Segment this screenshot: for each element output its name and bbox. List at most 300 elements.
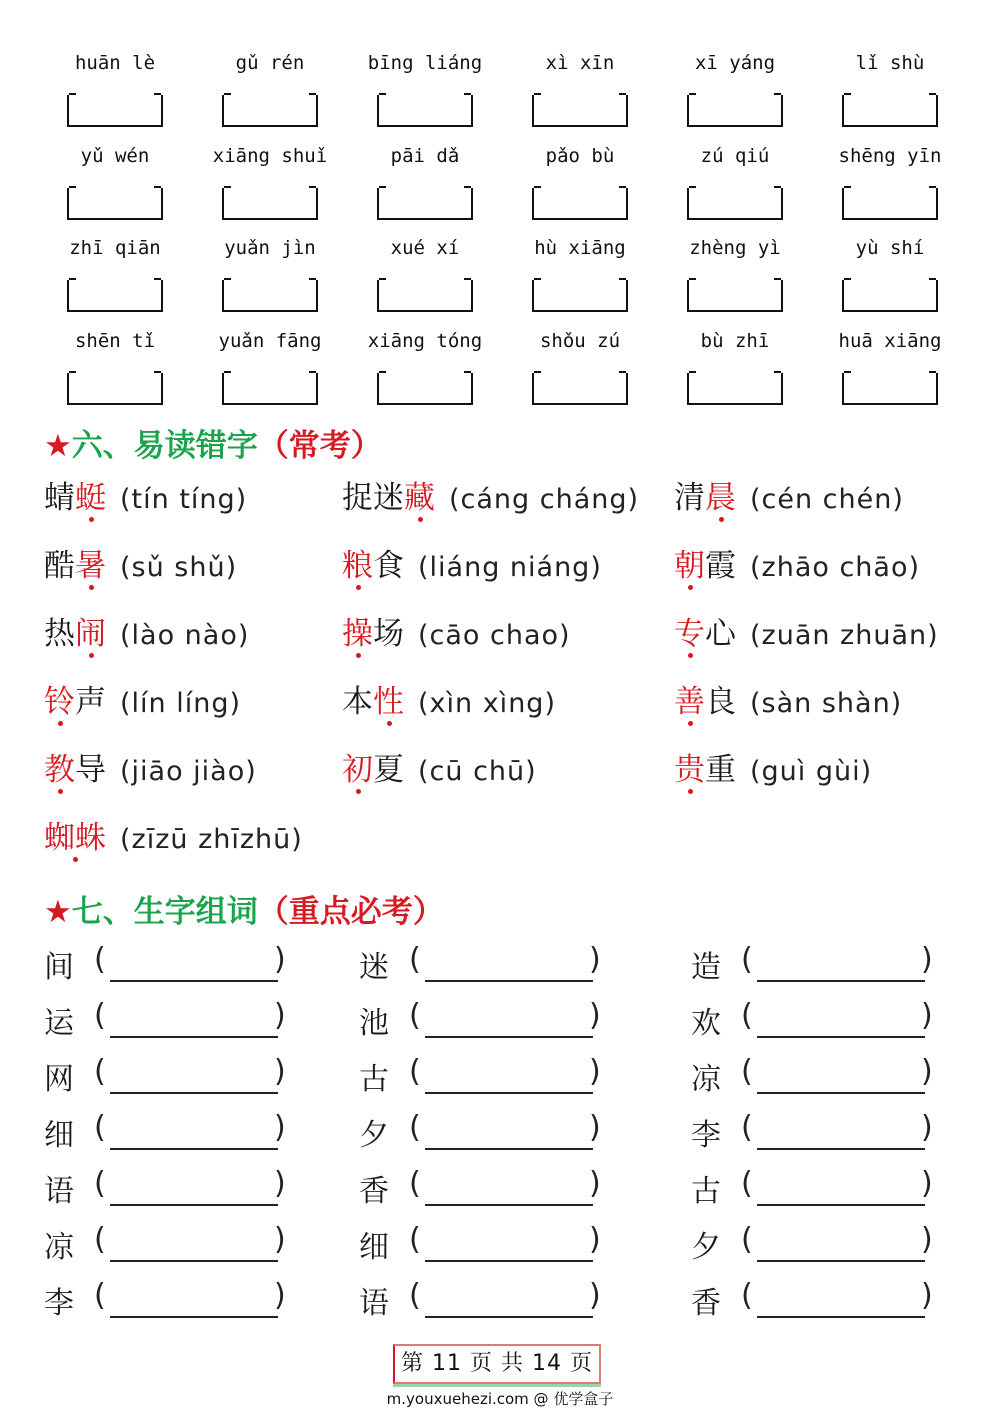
- misread-characters-list: [44, 470, 974, 878]
- answer-line[interactable]: [110, 980, 278, 982]
- character: 运: [44, 1006, 74, 1041]
- misread-item: [44, 470, 247, 528]
- pinyin-item: [40, 48, 195, 141]
- word-building-item: [359, 1048, 609, 1104]
- word: [674, 548, 736, 584]
- emphasis-dot-icon: [89, 585, 94, 590]
- character: 凉: [691, 1062, 721, 1097]
- word-highlight: [674, 752, 705, 788]
- pinyin-choices: (sǔ shǔ): [120, 552, 238, 583]
- answer-line[interactable]: [757, 1316, 925, 1318]
- pinyin-row: [40, 48, 970, 141]
- close-paren: ): [589, 1166, 601, 1201]
- answer-line[interactable]: [425, 1260, 593, 1262]
- highlight-text: 初: [342, 752, 373, 788]
- misread-item: [342, 606, 571, 664]
- word-building-row: [44, 992, 974, 1048]
- open-paren: (: [409, 1054, 421, 1089]
- word-highlight: [44, 684, 75, 720]
- word-highlight: [705, 480, 736, 516]
- pinyin-choices: (zhāo chāo): [750, 552, 921, 583]
- word-highlight: [674, 616, 705, 652]
- pinyin-choices: (zīzū zhīzhū): [120, 824, 303, 855]
- pinyin-label: bīng liáng: [367, 52, 483, 74]
- word-building-item: [359, 992, 609, 1048]
- misread-item: [674, 674, 902, 732]
- open-paren: (: [741, 1222, 753, 1257]
- word-highlight: [404, 480, 435, 516]
- character: 语: [44, 1174, 74, 1209]
- open-paren: (: [409, 1110, 421, 1145]
- word-building-item: [44, 1048, 294, 1104]
- pinyin-item: [815, 233, 970, 326]
- answer-line[interactable]: [425, 980, 593, 982]
- pinyin-label: huān lè: [74, 52, 156, 74]
- answer-line[interactable]: [110, 1148, 278, 1150]
- word-building-row: [44, 1104, 974, 1160]
- open-paren: (: [409, 1222, 421, 1257]
- word-plain: 良: [705, 684, 736, 720]
- open-paren: (: [741, 1054, 753, 1089]
- section-7-heading: [44, 886, 444, 931]
- answer-box[interactable]: [842, 280, 938, 312]
- character: 夕: [691, 1230, 721, 1265]
- close-paren: ): [274, 1222, 286, 1257]
- answer-box[interactable]: [222, 280, 318, 312]
- answer-box[interactable]: [842, 188, 938, 220]
- section-7-tag: （重点必考）: [257, 894, 444, 930]
- misread-item: [44, 742, 257, 800]
- word-building-row: [44, 1160, 974, 1216]
- answer-line[interactable]: [757, 1260, 925, 1262]
- open-paren: (: [94, 1110, 106, 1145]
- answer-box[interactable]: [222, 95, 318, 127]
- character: 古: [691, 1174, 721, 1209]
- pinyin-label: shēn tǐ: [74, 329, 156, 352]
- word-building-item: [44, 1216, 294, 1272]
- highlight-text: 蜘蛛: [44, 820, 106, 856]
- answer-line[interactable]: [425, 1316, 593, 1318]
- answer-box[interactable]: [532, 95, 628, 127]
- pinyin-label: shǒu zú: [539, 329, 621, 352]
- word: [674, 752, 736, 788]
- close-paren: ): [589, 1278, 601, 1313]
- word-plain: 霞: [705, 548, 736, 584]
- emphasis-dot-icon: [719, 517, 724, 522]
- word-building-row: [44, 936, 974, 992]
- highlight-text: 专: [674, 616, 705, 652]
- pinyin-label: yuǎn fāng: [218, 329, 322, 352]
- answer-line[interactable]: [425, 1204, 593, 1206]
- emphasis-dot-icon: [688, 789, 693, 794]
- misread-row: [44, 742, 974, 810]
- pinyin-item: [660, 48, 815, 141]
- open-paren: (: [94, 1166, 106, 1201]
- answer-box[interactable]: [687, 373, 783, 405]
- pinyin-row: [40, 141, 970, 234]
- pinyin-choices: (guì gùi): [750, 756, 873, 787]
- pinyin-item: [195, 326, 350, 419]
- character: 迷: [359, 950, 389, 985]
- word: [44, 752, 106, 788]
- word-building-row: [44, 1216, 974, 1272]
- pinyin-label: hù xiāng: [534, 237, 626, 259]
- word-highlight: [75, 548, 106, 584]
- answer-box[interactable]: [687, 95, 783, 127]
- character: 香: [691, 1286, 721, 1321]
- highlight-text: 性: [373, 684, 404, 720]
- pinyin-label: pāi dǎ: [390, 144, 460, 167]
- emphasis-dot-icon: [73, 857, 78, 862]
- word-building-item: [691, 1272, 941, 1328]
- word-plain: 蜻: [44, 480, 75, 516]
- open-paren: (: [741, 1278, 753, 1313]
- pinyin-item: [350, 48, 505, 141]
- word-building-item: [691, 992, 941, 1048]
- word-plain: 声: [75, 684, 106, 720]
- word: [674, 684, 736, 720]
- pinyin-choices: (cáng cháng): [449, 484, 640, 515]
- answer-line[interactable]: [425, 1092, 593, 1094]
- highlight-text: 暑: [75, 548, 106, 584]
- word-plain: 食: [373, 548, 404, 584]
- pinyin-label: huā xiāng: [838, 329, 942, 352]
- pinyin-choices: (cén chén): [750, 484, 904, 515]
- highlight-text: 善: [674, 684, 705, 720]
- section-6-tag: （常考）: [257, 428, 382, 464]
- highlight-text: 朝: [674, 548, 705, 584]
- word-building-item: [44, 1104, 294, 1160]
- answer-box[interactable]: [377, 373, 473, 405]
- pinyin-row: [40, 233, 970, 326]
- misread-item: [342, 674, 556, 732]
- highlight-text: 晨: [705, 480, 736, 516]
- pinyin-grid: [40, 48, 970, 418]
- word-plain: 热: [44, 616, 75, 652]
- word: [342, 616, 404, 652]
- pinyin-item: [815, 326, 970, 419]
- word-building-item: [691, 1104, 941, 1160]
- pinyin-label: zhèng yì: [689, 237, 781, 259]
- character: 古: [359, 1062, 389, 1097]
- pinyin-choices: (xìn xìng): [418, 688, 556, 719]
- word-highlight: [342, 752, 373, 788]
- answer-line[interactable]: [757, 980, 925, 982]
- close-paren: ): [589, 1054, 601, 1089]
- answer-line[interactable]: [757, 1204, 925, 1206]
- close-paren: ): [921, 942, 933, 977]
- word-plain: 酷: [44, 548, 75, 584]
- answer-line[interactable]: [110, 1036, 278, 1038]
- pinyin-item: [350, 141, 505, 234]
- close-paren: ): [274, 998, 286, 1033]
- word: [674, 480, 736, 516]
- pinyin-label: lǐ shù: [855, 52, 925, 74]
- word-building-list: [44, 936, 974, 1328]
- word-plain: 清: [674, 480, 705, 516]
- character: 细: [44, 1118, 74, 1153]
- emphasis-dot-icon: [58, 789, 63, 794]
- pinyin-item: [505, 233, 660, 326]
- close-paren: ): [589, 1110, 601, 1145]
- pinyin-label: bù zhī: [700, 329, 770, 352]
- word-plain: 本: [342, 684, 373, 720]
- pinyin-choices: (cāo chao): [418, 620, 571, 651]
- answer-box[interactable]: [67, 95, 163, 127]
- misread-item: [342, 742, 537, 800]
- word-highlight: [674, 684, 705, 720]
- word-highlight: [342, 616, 373, 652]
- open-paren: (: [409, 1278, 421, 1313]
- section-6-title: 六、易读错字: [71, 428, 258, 464]
- highlight-text: 藏: [404, 480, 435, 516]
- page-number: 第 11 页 共 14 页: [393, 1344, 601, 1384]
- answer-box[interactable]: [532, 373, 628, 405]
- answer-line[interactable]: [757, 1092, 925, 1094]
- pinyin-item: [350, 326, 505, 419]
- misread-row: [44, 606, 974, 674]
- highlight-text: 操: [342, 616, 373, 652]
- character: 凉: [44, 1230, 74, 1265]
- pinyin-item: [195, 141, 350, 234]
- misread-row: [44, 810, 974, 878]
- pinyin-label: yù shí: [855, 237, 925, 259]
- close-paren: ): [274, 942, 286, 977]
- word: [342, 480, 435, 516]
- open-paren: (: [94, 1222, 106, 1257]
- answer-box[interactable]: [532, 188, 628, 220]
- open-paren: (: [94, 942, 106, 977]
- emphasis-dot-icon: [356, 789, 361, 794]
- character: 欢: [691, 1006, 721, 1041]
- pinyin-item: [660, 141, 815, 234]
- word-plain: 重: [705, 752, 736, 788]
- word-building-item: [359, 1272, 609, 1328]
- section-7-title: 七、生字组词: [71, 894, 258, 930]
- pinyin-label: zhī qiān: [69, 237, 161, 259]
- word-highlight: [75, 616, 106, 652]
- pinyin-label: yǔ wén: [80, 144, 150, 167]
- misread-item: [674, 742, 872, 800]
- answer-line[interactable]: [110, 1260, 278, 1262]
- emphasis-dot-icon: [688, 653, 693, 658]
- site-url: m.youxuehezi.com @ 优学盒子: [386, 1390, 614, 1408]
- pinyin-item: [505, 48, 660, 141]
- open-paren: (: [409, 942, 421, 977]
- answer-box[interactable]: [377, 95, 473, 127]
- word: [342, 752, 404, 788]
- word-building-item: [44, 1160, 294, 1216]
- misread-item: [44, 674, 241, 732]
- star-icon: ★: [44, 428, 72, 464]
- highlight-text: 蜓: [75, 480, 106, 516]
- pinyin-item: [40, 326, 195, 419]
- answer-line[interactable]: [757, 1036, 925, 1038]
- misread-item: [342, 538, 602, 596]
- pinyin-label: xiāng shuǐ: [212, 144, 328, 167]
- character: 香: [359, 1174, 389, 1209]
- word-building-row: [44, 1272, 974, 1328]
- word-building-item: [691, 1160, 941, 1216]
- word-plain: 捉迷: [342, 480, 404, 516]
- open-paren: (: [741, 1166, 753, 1201]
- word-building-item: [44, 936, 294, 992]
- close-paren: ): [921, 1166, 933, 1201]
- word-highlight: [373, 684, 404, 720]
- answer-box[interactable]: [377, 280, 473, 312]
- word-building-item: [44, 992, 294, 1048]
- close-paren: ): [274, 1166, 286, 1201]
- open-paren: (: [409, 998, 421, 1033]
- word-highlight: [75, 480, 106, 516]
- misread-row: [44, 538, 974, 606]
- misread-item: [44, 538, 237, 596]
- word-building-item: [359, 936, 609, 992]
- open-paren: (: [409, 1166, 421, 1201]
- word-plain: 夏: [373, 752, 404, 788]
- answer-box[interactable]: [687, 280, 783, 312]
- emphasis-dot-icon: [58, 721, 63, 726]
- pinyin-choices: (sàn shàn): [750, 688, 903, 719]
- word-highlight: [342, 548, 373, 584]
- open-paren: (: [741, 1110, 753, 1145]
- pinyin-label: pǎo bù: [545, 144, 615, 167]
- emphasis-dot-icon: [89, 653, 94, 658]
- pinyin-item: [815, 141, 970, 234]
- pinyin-item: [40, 233, 195, 326]
- emphasis-dot-icon: [418, 517, 423, 522]
- word-highlight: [674, 548, 705, 584]
- character: 造: [691, 950, 721, 985]
- word: [44, 820, 106, 856]
- close-paren: ): [274, 1278, 286, 1313]
- answer-box[interactable]: [222, 373, 318, 405]
- answer-box[interactable]: [67, 373, 163, 405]
- answer-box[interactable]: [842, 373, 938, 405]
- word-highlight: [44, 752, 75, 788]
- misread-item: [674, 538, 920, 596]
- emphasis-dot-icon: [387, 721, 392, 726]
- misread-item: [674, 470, 904, 528]
- misread-item: [44, 810, 303, 868]
- answer-box[interactable]: [377, 188, 473, 220]
- word-plain: 导: [75, 752, 106, 788]
- emphasis-dot-icon: [356, 585, 361, 590]
- answer-box[interactable]: [687, 188, 783, 220]
- open-paren: (: [94, 998, 106, 1033]
- answer-box[interactable]: [532, 280, 628, 312]
- answer-line[interactable]: [110, 1204, 278, 1206]
- word: [674, 616, 736, 652]
- emphasis-dot-icon: [688, 585, 693, 590]
- word-highlight: [44, 820, 106, 856]
- pinyin-choices: (tín tíng): [120, 484, 248, 515]
- close-paren: ): [589, 998, 601, 1033]
- character: 细: [359, 1230, 389, 1265]
- pinyin-choices: (zuān zhuān): [750, 620, 939, 651]
- misread-item: [44, 606, 249, 664]
- answer-line[interactable]: [425, 1036, 593, 1038]
- pinyin-item: [505, 141, 660, 234]
- pinyin-row: [40, 326, 970, 419]
- close-paren: ): [921, 1054, 933, 1089]
- close-paren: ): [921, 1222, 933, 1257]
- section-6-heading: [44, 420, 382, 465]
- pinyin-choices: (liáng niáng): [418, 552, 602, 583]
- emphasis-dot-icon: [356, 653, 361, 658]
- pinyin-label: xī yáng: [694, 52, 776, 74]
- pinyin-item: [815, 48, 970, 141]
- pinyin-item: [505, 326, 660, 419]
- pinyin-item: [350, 233, 505, 326]
- word-building-item: [359, 1216, 609, 1272]
- close-paren: ): [921, 1110, 933, 1145]
- pinyin-item: [660, 326, 815, 419]
- word-building-item: [44, 1272, 294, 1328]
- character: 李: [691, 1118, 721, 1153]
- highlight-text: 闹: [75, 616, 106, 652]
- answer-box[interactable]: [842, 95, 938, 127]
- open-paren: (: [741, 942, 753, 977]
- answer-box[interactable]: [222, 188, 318, 220]
- misread-row: [44, 470, 974, 538]
- open-paren: (: [94, 1278, 106, 1313]
- pinyin-label: zú qiú: [700, 144, 770, 167]
- close-paren: ): [274, 1054, 286, 1089]
- word: [44, 684, 106, 720]
- word-building-row: [44, 1048, 974, 1104]
- answer-box[interactable]: [67, 188, 163, 220]
- word-building-item: [691, 1216, 941, 1272]
- character: 夕: [359, 1118, 389, 1153]
- pinyin-item: [40, 141, 195, 234]
- emphasis-dot-icon: [89, 517, 94, 522]
- pinyin-label: xiāng tóng: [367, 329, 483, 352]
- pinyin-label: yuǎn jìn: [224, 237, 316, 259]
- close-paren: ): [921, 998, 933, 1033]
- answer-line[interactable]: [425, 1148, 593, 1150]
- answer-line[interactable]: [110, 1092, 278, 1094]
- word-plain: 心: [705, 616, 736, 652]
- misread-item: [674, 606, 939, 664]
- character: 池: [359, 1006, 389, 1041]
- word: [342, 684, 404, 720]
- pinyin-item: [195, 233, 350, 326]
- word-building-item: [691, 936, 941, 992]
- open-paren: (: [94, 1054, 106, 1089]
- pinyin-choices: (lín líng): [120, 688, 242, 719]
- answer-line[interactable]: [757, 1148, 925, 1150]
- open-paren: (: [741, 998, 753, 1033]
- close-paren: ): [921, 1278, 933, 1313]
- pinyin-choices: (jiāo jiào): [120, 756, 257, 787]
- character: 间: [44, 950, 74, 985]
- highlight-text: 铃: [44, 684, 75, 720]
- word: [44, 480, 106, 516]
- pinyin-label: xué xí: [390, 237, 460, 259]
- close-paren: ): [589, 942, 601, 977]
- close-paren: ): [589, 1222, 601, 1257]
- misread-item: [342, 470, 639, 528]
- word-building-item: [359, 1104, 609, 1160]
- word-building-item: [359, 1160, 609, 1216]
- close-paren: ): [274, 1110, 286, 1145]
- answer-line[interactable]: [110, 1316, 278, 1318]
- answer-box[interactable]: [67, 280, 163, 312]
- pinyin-choices: (cū chū): [418, 756, 537, 787]
- highlight-text: 教: [44, 752, 75, 788]
- pinyin-item: [195, 48, 350, 141]
